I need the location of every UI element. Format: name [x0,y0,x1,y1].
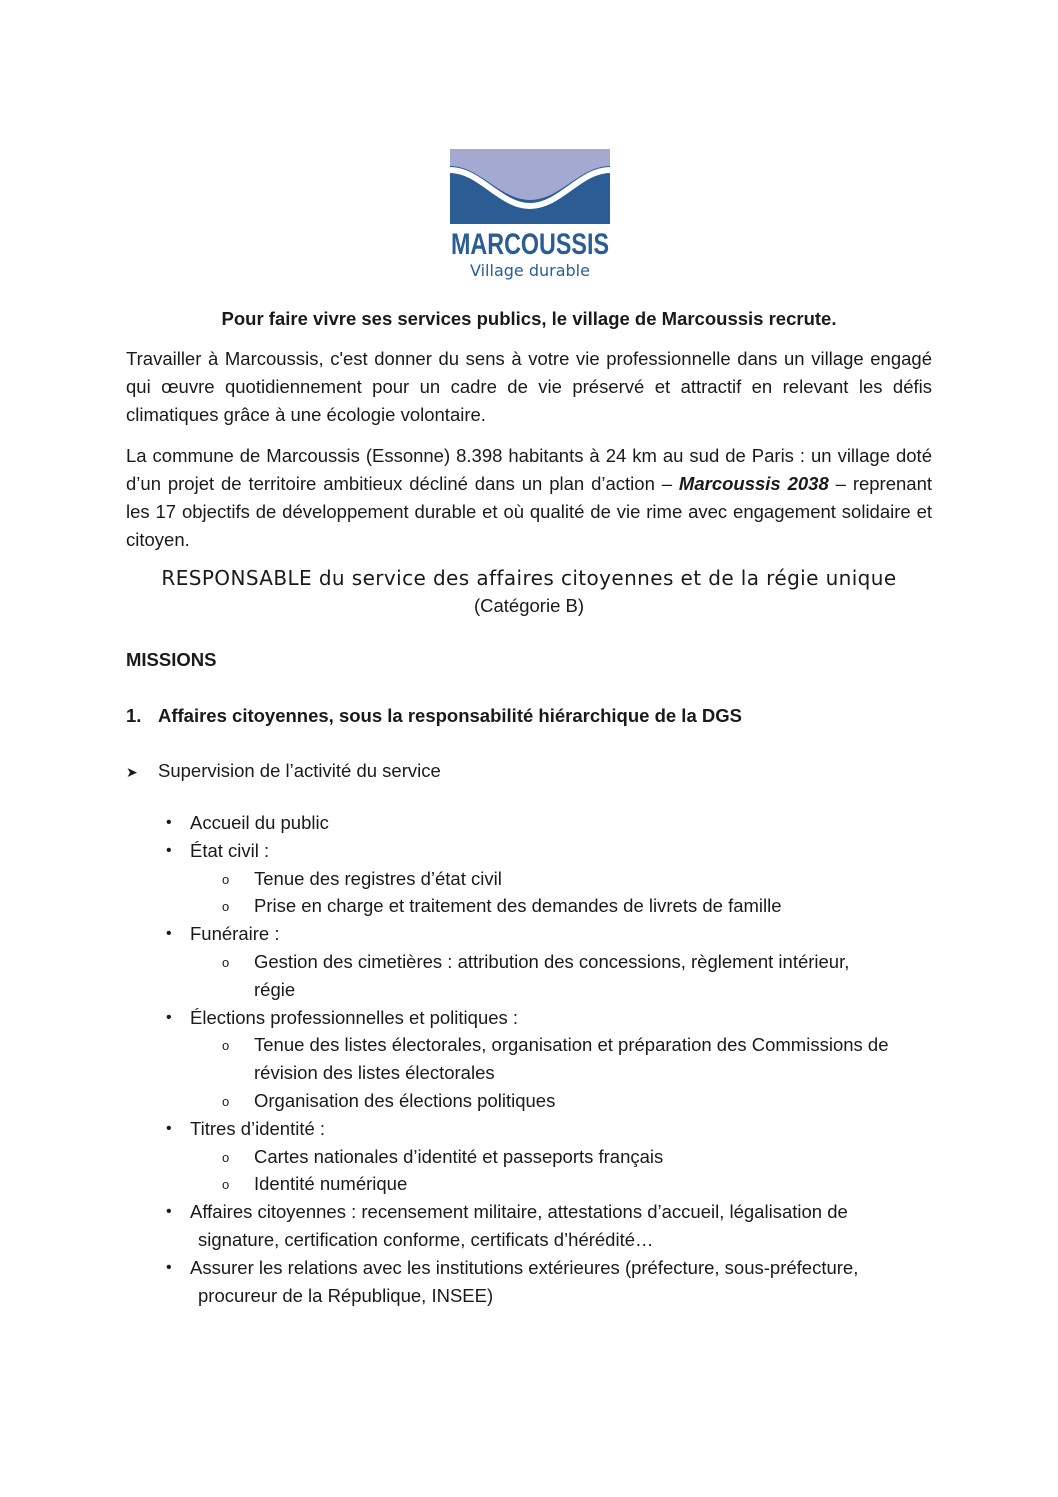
list-item-text: Assurer les relations avec les institutions extérieures (préfecture, sous-préfecture, [190,1256,859,1278]
list-item [164,1004,934,1032]
circle-bullet-icon: o [222,954,230,970]
section-number: 1. [126,705,142,726]
list-item [164,1198,934,1226]
sub-list-item-text: Gestion des cimetières : attribution des concessions, règlement intérieur, [254,950,850,972]
list-item [164,837,934,865]
section-title: Affaires citoyennes, sous la responsabilité hiérarchique de la DGS [158,705,742,726]
marcoussis-logo [430,128,640,303]
plan-name: Marcoussis 2038 [678,473,829,494]
bullet-dot-icon: • [166,925,172,943]
arrow-bullet-icon: ➤ [126,764,138,780]
missions-heading: MISSIONS [126,649,217,670]
sub-list-item-text: Tenue des listes électorales, organisation et préparation des Commissions de [254,1034,889,1056]
job-title: RESPONSABLE du service des affaires citoyennes et de la régie unique [161,566,897,590]
intro-paragraph: Travailler à Marcoussis, c'est donner du sens à votre vie professionnelle dans un village engagé qui œuvre quotidiennement pour un cadre de vie préservé et attractif en relevant les défis climatiques grâce à une écologie volontaire. [126,348,932,425]
bullet-dot-icon: • [166,1258,172,1276]
list-item-text: signature, certification conforme, certificats d’hérédité… [198,1228,654,1250]
supervision-text: Supervision de l’activité du service [158,760,441,781]
list-item-text: Élections professionnelles et politiques : [190,1006,519,1028]
bullet-dot-icon: • [166,814,172,831]
sub-list-item-text: Tenue des registres d’état civil [254,867,502,889]
list-item-text: État civil : [190,839,270,861]
circle-bullet-icon: o [222,871,230,887]
section-heading [126,702,742,730]
list-item [164,1254,934,1282]
list-item-text: Titres d’identité : [190,1117,326,1139]
sub-list-item [164,892,934,920]
bullet-dot-icon: • [166,1119,172,1137]
job-category: (Catégorie B) [473,595,584,616]
sub-list-item-text: Organisation des élections politiques [254,1089,556,1111]
list-item-continuation [164,1226,934,1254]
list-item-text: Affaires citoyennes : recensement militaire, attestations d’accueil, légalisation de [190,1201,848,1223]
list-item [164,809,934,837]
commune-paragraph [126,442,932,554]
commune-text-before: La commune de Marcoussis (Essonne) 8.398 habitants à 24 km au sud de Paris : un village doté d’un projet de territoire ambitieux décliné dans un plan d’action – [126,445,932,494]
sub-list-item-continuation [164,1059,934,1087]
sub-list-item [164,865,934,893]
sub-list-item-text: régie [254,978,296,1000]
sub-list-item-text: Prise en charge et traitement des demandes de livrets de famille [254,895,782,917]
circle-bullet-icon: o [222,1177,230,1193]
commune-text-after: – reprenant les 17 objectifs de développement durable et où qualité de vie rime avec engagement solidaire et citoyen. [126,473,933,550]
logo-name: MARCOUSSIS [451,228,609,261]
sub-list-item [164,948,934,976]
sub-list-item-continuation [164,976,934,1004]
list-item-continuation [164,1282,934,1310]
sub-list-item-text: Identité numérique [254,1173,408,1195]
list-item-text: Funéraire : [190,923,280,945]
sub-list-item-text: révision des listes électorales [254,1062,495,1084]
circle-bullet-icon: o [222,1093,230,1109]
circle-bullet-icon: o [222,1038,230,1054]
logo-subtitle: Village durable [470,261,590,280]
recruitment-tagline: Pour faire vivre ses services publics, le village de Marcoussis recrute. [221,308,837,329]
sub-list-item [164,1087,934,1115]
sub-list-item [164,1143,934,1171]
mission-list [164,809,934,1309]
sub-list-item-text: Cartes nationales d’identité et passeports français [254,1145,664,1167]
supervision-item [126,757,441,786]
sub-list-item [164,1031,934,1059]
list-item [164,1115,934,1143]
circle-bullet-icon: o [222,1149,230,1165]
list-item-text: Accueil du public [190,812,329,833]
circle-bullet-icon: o [222,899,230,915]
list-item [164,920,934,948]
bullet-dot-icon: • [166,1008,172,1026]
bullet-dot-icon: • [166,841,172,859]
bullet-dot-icon: • [166,1203,172,1221]
list-item-text: procureur de la République, INSEE) [198,1284,494,1306]
sub-list-item [164,1170,934,1198]
